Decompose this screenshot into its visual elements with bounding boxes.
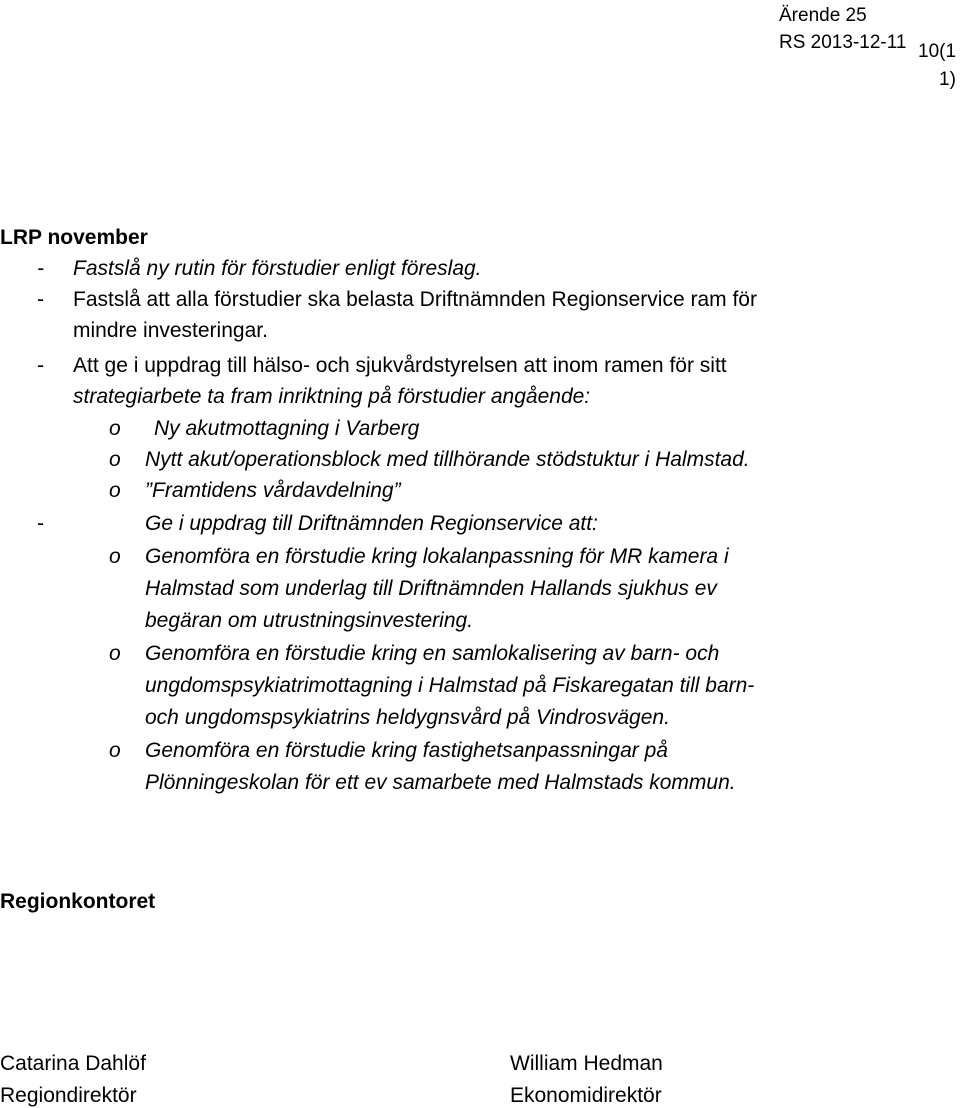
sub-bullet-text: Genomföra en förstudie kring en samlokalisering av barn- och bbox=[145, 642, 720, 665]
arende-label: Ärende 25 bbox=[779, 5, 867, 26]
sub-bullet-text: ungdomspsykiatrimottagning i Halmstad på Fiskaregatan till barn- bbox=[145, 674, 755, 697]
sub-bullet-text: Plönningeskolan för ett ev samarbete med Halmstads kommun. bbox=[145, 771, 736, 794]
sub-bullet-text: Genomföra en förstudie kring lokalanpassning för MR kamera i bbox=[145, 545, 729, 568]
dash-marker: - bbox=[37, 288, 44, 311]
circle-marker: o bbox=[109, 642, 121, 665]
circle-marker: o bbox=[109, 448, 121, 471]
signature-left-title: Regiondirektör bbox=[0, 1084, 137, 1107]
sub-bullet-text: Nytt akut/operationsblock med tillhörande stödstuktur i Halmstad. bbox=[145, 448, 750, 471]
sub-bullet-text: Ny akutmottagning i Varberg bbox=[154, 417, 420, 440]
circle-marker: o bbox=[109, 417, 121, 440]
sub-bullet-text: Genomföra en förstudie kring fastighetsanpassningar på bbox=[145, 739, 668, 762]
signature-right-title: Ekonomidirektör bbox=[510, 1084, 662, 1107]
sub-bullet-text: begäran om utrustningsinvestering. bbox=[145, 609, 474, 632]
bullet-text: Ge i uppdrag till Driftnämnden Regionservice att: bbox=[145, 512, 598, 535]
signature-right-name: William Hedman bbox=[510, 1052, 663, 1075]
dash-marker: - bbox=[37, 257, 44, 280]
page-number-line2: 1) bbox=[939, 69, 956, 90]
page-number-line1: 10(1 bbox=[918, 41, 957, 62]
section-heading: LRP november bbox=[0, 226, 148, 249]
bullet-text: Att ge i uppdrag till hälso- och sjukvårdstyrelsen att inom ramen för sitt bbox=[73, 354, 727, 377]
dash-marker: - bbox=[37, 512, 44, 535]
circle-marker: o bbox=[109, 545, 121, 568]
org-heading: Regionkontoret bbox=[0, 890, 156, 913]
bullet-text: Fastslå att alla förstudier ska belasta Driftnämnden Regionservice ram för bbox=[73, 288, 757, 311]
sub-bullet-text: och ungdomspsykiatrins heldygnsvård på Vindrosvägen. bbox=[145, 706, 670, 729]
circle-marker: o bbox=[109, 739, 121, 762]
circle-marker: o bbox=[109, 479, 121, 502]
signature-left-name: Catarina Dahlöf bbox=[0, 1052, 146, 1075]
bullet-text: mindre investeringar. bbox=[73, 319, 268, 342]
sub-bullet-text: ”Framtidens vårdavdelning” bbox=[145, 479, 401, 502]
sub-bullet-text: Halmstad som underlag till Driftnämnden Hallands sjukhus ev bbox=[145, 577, 717, 600]
dash-marker: - bbox=[37, 354, 44, 377]
bullet-text: Fastslå ny rutin för förstudier enligt föreslag. bbox=[73, 257, 482, 280]
rs-date: RS 2013-12-11 bbox=[779, 32, 907, 53]
bullet-text: strategiarbete ta fram inriktning på förstudier angående: bbox=[73, 385, 591, 408]
